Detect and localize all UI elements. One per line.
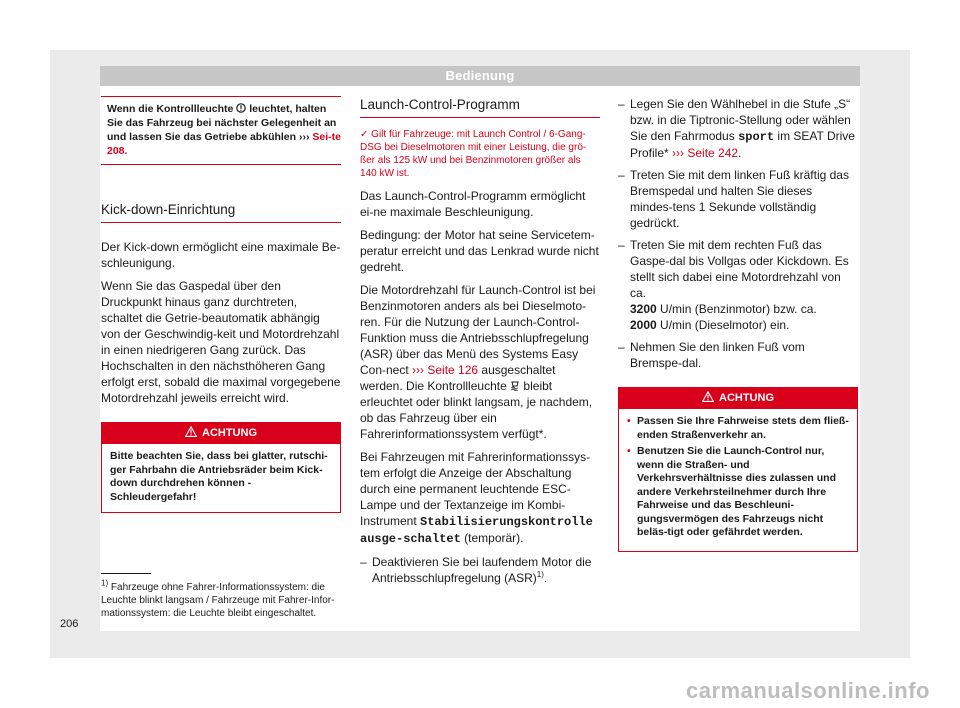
launch-paragraph-3-text-c: bleibt erleuchtet oder blinkt langsam, je nachdem, ob das Fahrzeug über ein Fahrerinformationssystem verfügt*. [360, 379, 593, 441]
note-arrows: ››› [298, 131, 310, 143]
kickdown-paragraph-2: Wenn Sie das Gaspedal über den Druckpunkt hinaus ganz durchtreten, schaltet die Getrie-beautomatik abhängig von der Geschwindig-keit und Motordrehzahl in einen niedrigeren Gang zurück. Das Hochschalten in den nächsthöheren Gang erfolgt erst, sobald die maximal vorgegebene Motordrehzahl jeweils erreicht wird. [101, 279, 341, 405]
list-dash: – [618, 97, 625, 111]
launch-paragraph-4-text-b: (temporär). [460, 531, 524, 545]
launch-paragraph-4 [360, 449, 600, 547]
rpm-diesel: 2000 [630, 318, 657, 332]
applicability-note [360, 128, 600, 180]
list-item-text: U/min (Benzinmotor) bzw. ca. [656, 302, 817, 316]
list-item-text: im SEAT Drive Profile* [630, 129, 855, 160]
drive-mode-sport: sport [738, 130, 775, 144]
esc-skid-icon [510, 381, 520, 391]
warning-triangle-icon [185, 426, 197, 437]
list-item-text: Treten Sie mit dem linken Fuß kräftig das Bremspedal und halten Sie dieses mindes-tens 1 Sekunde vollständig gedrückt. [630, 168, 849, 230]
note-text-2: leuchtet, halten Sie das Fahrzeug bei nächster Gelegenheit an und lassen Sie das Getriebe abkühlen [107, 103, 337, 143]
warning-triangle-icon [702, 391, 714, 402]
bullet-dot: • [627, 415, 631, 427]
list-dash: – [618, 340, 625, 354]
note-text-1: Wenn die Kontrollleuchte [107, 103, 237, 115]
applicability-text: Gilt für Fahrzeuge: mit Launch Control / 6-Gang-DSG bei Dieselmotoren mit einer Leistung, die grö-ßer als 125 kW und bei Benzinmotoren größer als 140 kW ist. [360, 129, 587, 179]
rpm-petrol: 3200 [630, 302, 657, 316]
kickdown-warning-box [101, 422, 341, 513]
launch-paragraph-2: Bedingung: der Motor hat seine Servicetem-peratur erreicht und das Lenkrad wurde nicht gedreht. [360, 228, 599, 274]
warning-header [619, 388, 857, 409]
gearbox-warning-icon [236, 103, 246, 113]
list-item-end: . [738, 146, 742, 160]
list-item-end: . [543, 571, 548, 585]
footnote-text: Fahrzeuge ohne Fahrer-Informationssystem: die Leuchte blinkt langsam / Fahrzeuge mit Fahrer-Infor-mationssystem: die Leuchte bleibt eingeschaltet. [101, 582, 335, 619]
column-left [101, 96, 341, 513]
list-dash: – [618, 168, 625, 182]
list-item-text: Legen Sie den Wählhebel in die Stufe „S“ bzw. in die Tiptronic-Stellung oder wählen Sie den Fahrmodus [630, 97, 851, 143]
page-ref-126[interactable]: ››› Seite 126 [412, 363, 479, 377]
warning-title: ACHTUNG [202, 427, 257, 439]
list-item [618, 96, 858, 161]
bullet-dot: • [627, 445, 631, 457]
list-item-text: Treten Sie mit dem rechten Fuß das Gaspe-dal bis Vollgas oder Kickdown. Es stellt sich dabei eine Motordrehzahl von ca. [630, 238, 849, 300]
launch-control-heading: Launch-Control-Programm [360, 96, 600, 118]
note-page-ref[interactable]: Sei-te 208. [107, 131, 341, 157]
list-item [618, 339, 858, 371]
footnote [101, 578, 341, 620]
launch-paragraph-4-text-a: Bei Fahrzeugen mit Fahrerinformationssys-tem erfolgt die Anzeige der Abschaltung durch eine permanent leuchtende ESC-Lampe und der Textanzeige im Kombi-Instrument [360, 450, 591, 528]
launch-paragraph-3 [360, 282, 600, 442]
list-dash: – [360, 555, 367, 569]
column-middle [360, 96, 600, 586]
warning-bullet [627, 415, 849, 442]
launch-paragraph-3-text-a: Die Motordrehzahl für Launch-Control ist bei Benzinmotoren anders als bei Dieselmoto-ren. Für die Nutzung der Launch-Control-Funktion muss die Antriebsschlupfregelung (ASR) über das Menü des Systems Easy Con-nect [360, 283, 596, 377]
page-number: 206 [60, 618, 79, 630]
warning-text [619, 409, 857, 551]
list-item [360, 554, 600, 586]
footnote-number: 1) [101, 578, 109, 588]
warning-header [102, 423, 340, 444]
display-message: Stabilisierungskontrolle ausge-schaltet [360, 515, 593, 546]
site-watermark: carmanualsonline.info [686, 678, 930, 703]
warning-bullet [627, 445, 849, 540]
note-box [101, 96, 341, 165]
kickdown-heading: Kick-down-Einrichtung [101, 201, 341, 223]
column-right [618, 96, 858, 552]
list-item-text: Deaktivieren Sie bei laufendem Motor die Antriebsschlupfregelung (ASR) [372, 555, 592, 585]
list-item [618, 167, 858, 231]
warning-bullet-text: Benutzen Sie die Launch-Control nur, wenn die Straßen- und Verkehrsverhältnisse dies zulassen und andere Verkehrsteilnehmer durch Ihre Fahrweise und das Beschleuni-gungsvermögen des Fahrzeugs nicht beläs-tigt oder gefährdet werden. [637, 445, 837, 538]
page-header: Bedienung [100, 66, 860, 86]
launch-paragraph-3-text-b: ausgeschaltet werden. Die Kontrollleuchte [360, 363, 556, 393]
footnote-divider [101, 573, 151, 574]
launch-paragraph-1: Das Launch-Control-Programm ermöglicht ei-ne maximale Beschleunigung. [360, 189, 586, 219]
list-item-text: U/min (Dieselmotor) ein. [656, 318, 790, 332]
warning-text: Bitte beachten Sie, dass bei glatter, rutschi-ger Fahrbahn die Antriebsräder beim Kick-down durchdrehen können - Schleudergefahr! [110, 450, 328, 503]
warning-title: ACHTUNG [719, 392, 774, 404]
list-item-text: Nehmen Sie den linken Fuß vom Bremspe-dal. [630, 340, 805, 370]
list-item [618, 237, 858, 333]
page-ref-242[interactable]: ››› Seite 242 [672, 146, 739, 160]
list-dash: – [618, 238, 625, 252]
kickdown-paragraph-1: Der Kick-down ermöglicht eine maximale Be-schleunigung. [101, 240, 341, 270]
check-icon: ✓ [360, 129, 369, 140]
footnote-marker: 1) [536, 570, 544, 579]
launch-warning-box [618, 387, 858, 552]
warning-bullet-text: Passen Sie Ihre Fahrweise stets dem fließ-enden Straßenverkehr an. [637, 415, 849, 441]
